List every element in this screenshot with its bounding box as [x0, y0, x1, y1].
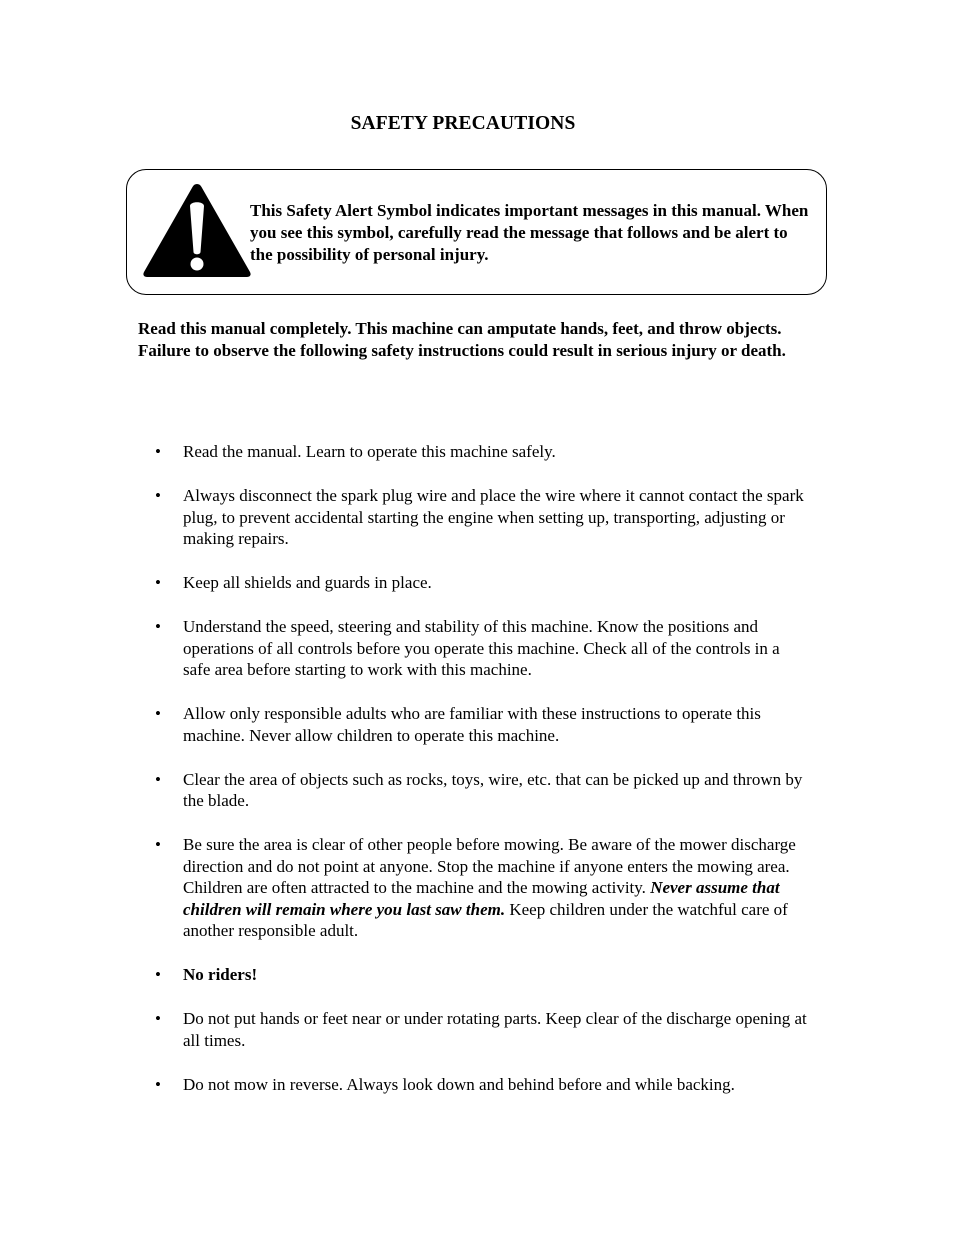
- list-item: [0, 703, 808, 746]
- list-item-text: Allow only responsible adults who are familiar with these instructions to operate this machine. Never allow children to operate this machine.: [183, 704, 761, 745]
- list-item: [0, 964, 808, 986]
- list-item-text-after: Keep children under the watchful care of another responsible adult.: [183, 899, 788, 940]
- bullet-icon: •: [155, 965, 161, 984]
- bullet-icon: •: [155, 442, 161, 461]
- list-item-emphasis: Never assume that children will remain where you last saw them.: [183, 878, 780, 919]
- list-item: [0, 1074, 808, 1096]
- list-item: [0, 616, 808, 681]
- list-item-text: Do not put hands or feet near or under rotating parts. Keep clear of the discharge opening at all times.: [183, 1009, 807, 1050]
- safety-instructions-list: [0, 441, 954, 1118]
- page-title: SAFETY PRECAUTIONS: [350, 113, 576, 134]
- list-item-text: Read the manual. Learn to operate this machine safely.: [183, 442, 556, 461]
- list-item: [0, 572, 808, 594]
- list-item-text: No riders!: [183, 965, 258, 984]
- list-item: [0, 441, 808, 463]
- bullet-icon: •: [155, 486, 161, 505]
- bullet-icon: •: [155, 1009, 161, 1028]
- list-item-text: Do not mow in reverse. Always look down and behind before and while backing.: [183, 1074, 735, 1094]
- bullet-icon: •: [155, 617, 161, 636]
- list-item-text-before: Be sure the area is clear of other people before mowing. Be aware of the mower discharge direction and do not point at anyone. Stop the machine if anyone enters the mowing area. Children are often attracted to the machine and the mowing activity.: [183, 835, 796, 897]
- bullet-icon: •: [155, 573, 161, 592]
- warning-paragraph: Read this manual completely. This machine can amputate hands, feet, and throw objects. Failure to observe the following safety instructions could result in serious injury or death.: [138, 319, 786, 360]
- list-item-text: Always disconnect the spark plug wire and place the wire where it cannot contact the spark plug, to prevent accidental starting the engine when setting up, transporting, adjusting or making repairs.: [183, 486, 804, 548]
- bullet-icon: •: [155, 835, 161, 854]
- safety-alert-box: [126, 169, 827, 295]
- bullet-icon: •: [155, 1074, 161, 1094]
- list-item-text: Keep all shields and guards in place.: [183, 573, 432, 592]
- list-item: [0, 769, 808, 812]
- list-item: [0, 485, 808, 550]
- list-item-text: Clear the area of objects such as rocks, toys, wire, etc. that can be picked up and thrown by the blade.: [183, 769, 803, 810]
- list-item: [0, 1008, 808, 1051]
- list-item-text: Understand the speed, steering and stability of this machine. Know the positions and operations of all controls before you operate this machine. Check all of the controls in a safe area before starting to work with this machine.: [183, 617, 780, 679]
- bullet-icon: •: [155, 769, 161, 789]
- bullet-icon: •: [155, 704, 161, 723]
- warning-triangle-icon: [141, 182, 253, 279]
- alert-message: This Safety Alert Symbol indicates important messages in this manual. When you see this symbol, carefully read the message that follows and be alert to the possibility of personal injury.: [250, 201, 809, 264]
- list-item: [0, 834, 808, 942]
